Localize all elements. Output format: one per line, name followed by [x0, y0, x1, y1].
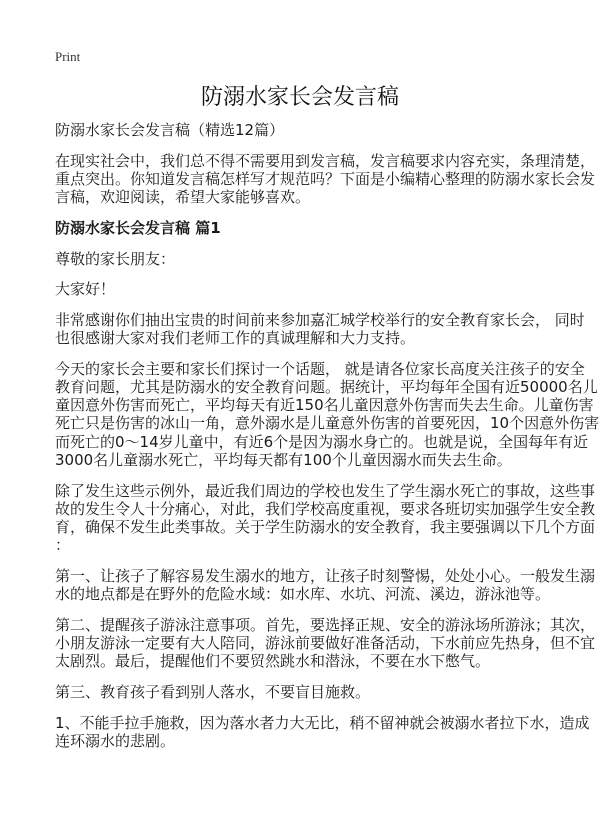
paragraph: [55, 683, 575, 701]
text-line: 也很感谢大家对我们老师工作的真诚理解和大力支持。: [55, 329, 416, 348]
text-line: 防溺水家长会发言稿（精选12篇）: [55, 121, 285, 139]
text-line: 尊敬的家长朋友：: [55, 249, 176, 268]
text-line: 除了发生这些示例外，最近我们周边的学校也发生了学生溺水死亡的事故，这些事: [55, 481, 596, 500]
text-line: 第三、教育孩子看到别人落水，不要盲目施救。: [55, 682, 371, 701]
text-line: 太剧烈。最后，提醒他们不要贸然跳水和潜泳，不要在水下憋气。: [55, 652, 491, 671]
text-line: 非常感谢你们抽出宝贵的时间前来参加嘉汇城学校举行的安全教育家长会， 同时: [55, 310, 585, 329]
text-line: 而死亡的0～14岁儿童中，有近6个是因为溺水身亡的。也就是说，全国每年有近: [55, 432, 589, 451]
text-line: 死亡只是伤害的冰山一角，意外溺水是儿童意外伤害的首要死因，10个因意外伤害: [55, 414, 600, 433]
text-line: 第二、提醒孩子游泳注意事项。首先，要选择正规、安全的游泳场所游泳；其次，: [55, 615, 596, 634]
text-line: 教育问题，尤其是防溺水的安全教育问题。据统计，平均每年全国有近50000名儿: [55, 378, 598, 397]
paragraph: [55, 713, 590, 750]
paragraph: [55, 121, 575, 139]
text-line: 第一、让孩子了解容易发生溺水的地方，让孩子时刻警惕，处处小心。一般发生溺: [55, 566, 596, 585]
text-line: 小朋友游泳一定要有大人陪同，游泳前要做好准备活动，下水前应先热身，但不宜: [55, 633, 596, 652]
text-line: 童因意外伤害而死亡，平均每天有近150名儿童因意外伤害而失去生命。儿童伤害: [55, 396, 594, 415]
section-heading: [55, 219, 575, 237]
text-line: 育，确保不发生此类事故。关于学生防溺水的安全教育，我主要强调以下几个方面: [55, 517, 596, 536]
document-title: 防溺水家长会发言稿: [200, 85, 399, 110]
text-line: ：: [55, 536, 71, 555]
text-line: 连环溺水的悲剧。: [55, 731, 176, 750]
paragraph: [55, 566, 596, 604]
paragraph: [55, 280, 575, 298]
text-line: 水的地点都是在野外的危险水域：如水库、水坑、河流、溪边，游泳池等。: [55, 585, 551, 604]
text-line: 言稿，欢迎阅读，希望大家能够喜欢。: [55, 188, 311, 207]
document-body: [55, 121, 600, 762]
paragraph: [55, 151, 596, 207]
text-line: 防溺水家长会发言稿 篇1: [55, 218, 221, 237]
print-link[interactable]: Print: [55, 49, 81, 64]
paragraph: [55, 615, 596, 671]
text-line: 今天的家长会主要和家长们探讨一个话题， 就是请各位家长高度关注孩子的安全: [55, 359, 585, 378]
text-line: 1、不能手拉手施救，因为落水者力大无比，稍不留神就会被溺水者拉下水，造成: [55, 713, 590, 732]
text-line: 大家好！: [55, 280, 116, 299]
paragraph: [55, 250, 575, 268]
text-line: 故的发生令人十分痛心，对此，我们学校高度重视，要求各班切实加强学生安全教: [55, 499, 596, 518]
text-line: 重点突出。你知道发言稿怎样写才规范吗？下面是小编精心整理的防溺水家长会发: [55, 169, 596, 188]
text-line: 3000名儿童溺水死亡，平均每天都有100个儿童因溺水而失去生命。: [55, 450, 512, 469]
paragraph: [55, 481, 596, 555]
paragraph: [55, 359, 600, 469]
text-line: 在现实社会中，我们总不得不需要用到发言稿，发言稿要求内容充实，条理清楚，: [55, 151, 596, 170]
paragraph: [55, 310, 585, 348]
